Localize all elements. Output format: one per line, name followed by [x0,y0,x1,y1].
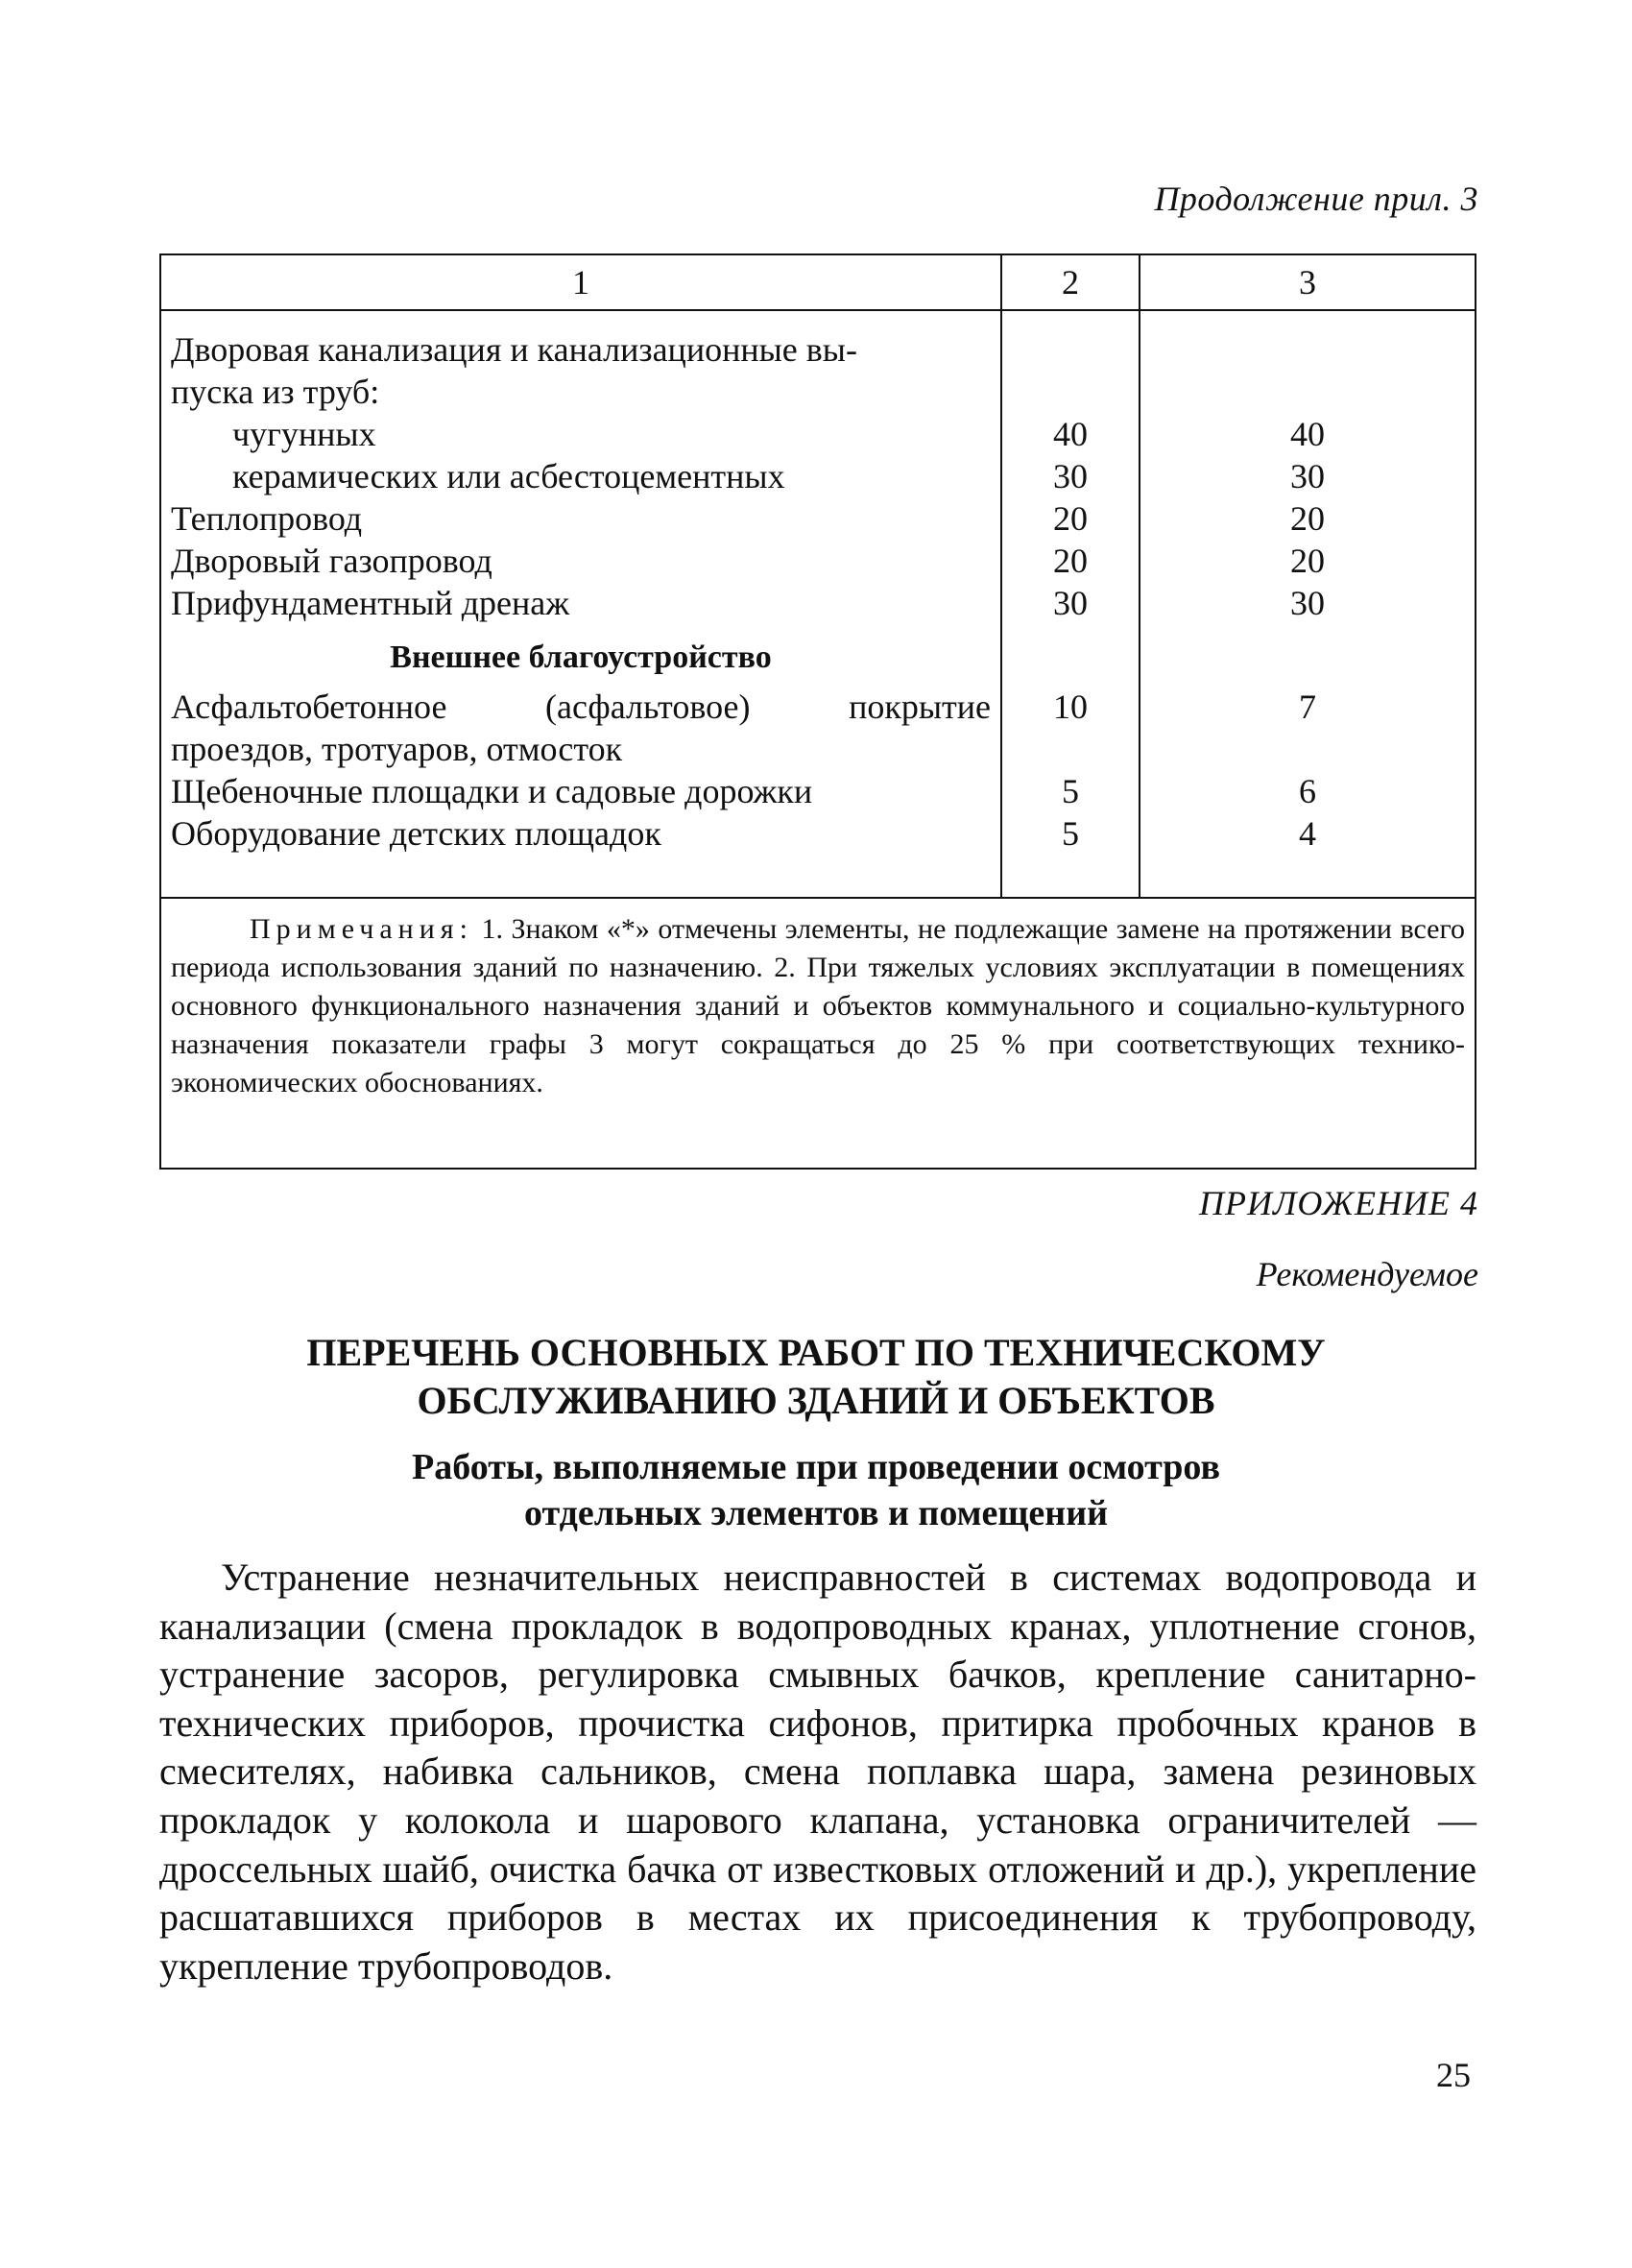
table-cell: 30 [1290,584,1325,622]
table-cell: 20 [1290,542,1325,580]
column-2-values [1002,311,1140,897]
table-row-label: пуска из труб: [171,373,380,411]
header-col-1: 1 [161,255,1002,309]
table-row-label: Дворовая канализация и канализационные вы- [171,330,857,369]
subtitle-line-2: отдельных элементов и помещений [524,1493,1108,1533]
recommended-label: Рекомендуемое [1256,1255,1478,1293]
table-notes [159,899,1476,1170]
service-life-table [159,253,1476,1170]
table-cell: 5 [1062,814,1079,853]
table-cell: 40 [1290,415,1325,453]
table-cell [1140,328,1475,371]
table-row-label: Теплопровод [171,499,363,538]
table-cell: 5 [1062,772,1079,810]
table-cell [1140,728,1475,770]
table-cell: 7 [1299,688,1316,726]
document-title [0,1329,1632,1425]
table-body [159,311,1476,899]
table-row-label: Дворовый газопровод [171,542,492,580]
table-cell [1002,728,1139,770]
header-col-3: 3 [1299,263,1316,302]
subtitle-line-1: Работы, выполняемые при проведении осмотров [412,1447,1220,1487]
appendix-label: ПРИЛОЖЕНИЕ 4 [1199,1184,1478,1222]
table-row-label: Оборудование детских площадок [171,814,661,853]
section-subtitle [0,1444,1632,1536]
table-cell: 20 [1053,499,1088,538]
table-cell [1002,328,1139,371]
notes-label: Примечания: [250,913,473,945]
table-cell: 30 [1053,584,1088,622]
table-row-label: Щебеночные площадки и садовые дорожки [171,772,813,810]
continuation-note: Продолжение прил. 3 [1154,180,1478,218]
table-row-label: керамических или асбестоцементных [232,457,785,495]
table-cell: 40 [1053,415,1088,453]
table-cell: 10 [1053,688,1088,726]
title-line-1: ПЕРЕЧЕНЬ ОСНОВНЫХ РАБОТ ПО ТЕХНИЧЕСКОМУ [306,1331,1326,1374]
body-paragraph: Устранение незначительных неисправностей в системах водопровода и канализации (смена прокладок в водопроводных кранах, уплотнение сгонов, устранение засоров, регулировка смывных бачков, крепление санитарно-технических приборов, прочистка сифонов, притирка пробочных кранов в смесителях, набивка сальников, смена поплавка шара, замена резиновых прокладок у колокола и шарового клапана, установка ограничителей — дроссельных шайб, очистка бачка от известковых отложений и др.), укрепление расшатавшихся приборов в местах их присоединения к трубопроводу, укрепление трубопроводов. [159,1556,1476,1988]
table-cell: 30 [1290,457,1325,495]
column-element-names [161,311,1002,897]
table-row-label: Прифундаментный дренаж [171,584,570,622]
table-row-label: проездов, тротуаров, отмосток [171,730,623,768]
table-header [159,253,1476,311]
table-row-label: чугунных [232,415,376,453]
page-number: 25 [1436,2056,1471,2094]
table-cell [1002,371,1139,413]
table-cell: 30 [1053,457,1088,495]
header-col-2: 2 [1002,255,1140,309]
title-line-2: ОБСЛУЖИВАНИЮ ЗДАНИЙ И ОБЪЕКТОВ [417,1379,1215,1422]
notes-text: 1. Знаком «*» отмечены элементы, не подлежащие замене на протяжении всего периода использования зданий по назначению. 2. При тяжелых условиях эксплуатации в помещениях основного функционального назначения зданий и объектов коммунального и социально-культурного назначения показатели графы 3 могут сокращаться до 25 % при соответствующих технико-экономических обоснованиях. [171,913,1465,1098]
table-row-label: Асфальтобетонное (асфальтовое) покрытие [171,688,991,726]
notes-paragraph [171,910,1465,1102]
table-cell: 6 [1299,772,1316,810]
table-cell: 4 [1299,814,1316,853]
table-cell: 20 [1290,499,1325,538]
section-title: Внешнее благоустройство [390,639,772,675]
column-3-values [1140,311,1475,897]
table-cell: 20 [1053,542,1088,580]
table-cell [1140,371,1475,413]
